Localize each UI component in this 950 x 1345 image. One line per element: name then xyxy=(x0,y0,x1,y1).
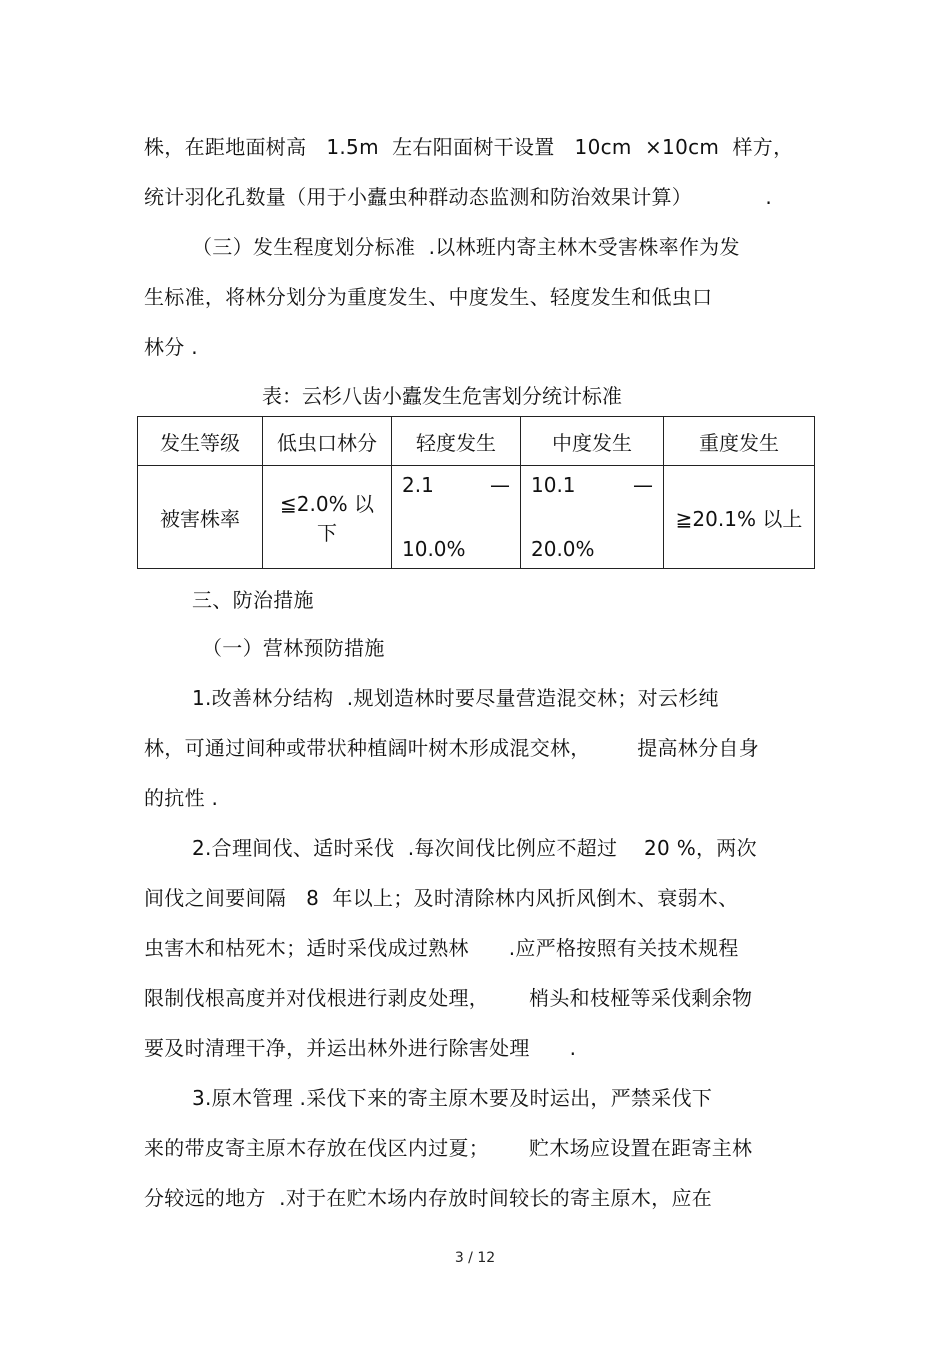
severity-table xyxy=(137,416,815,569)
paragraph-line: 的抗性 . xyxy=(144,786,219,810)
paragraph-line: 统计羽化孔数量（用于小蠹虫种群动态监测和防治效果计算） . xyxy=(144,185,772,209)
header-cell: 轻度发生 xyxy=(392,417,521,466)
header-cell: 中度发生 xyxy=(521,417,664,466)
paragraph-line: 1.改善林分结构 .规划造林时要尽量营造混交林；对云杉纯 xyxy=(192,686,719,710)
paragraph-line: （三）发生程度划分标准 .以林班内寄主林木受害株率作为发 xyxy=(192,235,740,259)
paragraph-line: 分较远的地方 .对于在贮木场内存放时间较长的寄主原木，应在 xyxy=(144,1186,713,1210)
paragraph-line: 3.原木管理 .采伐下来的寄主原木要及时运出，严禁采伐下 xyxy=(192,1086,713,1110)
medium-from: 10.1 xyxy=(531,473,576,497)
paragraph-line: 生标准，将林分划分为重度发生、中度发生、轻度发生和低虫口 xyxy=(144,285,713,309)
subsection-heading: （一）营林预防措施 xyxy=(202,636,385,660)
paragraph-line: 林，可通过间种或带状种植阔叶树木形成混交林， 提高林分自身 xyxy=(144,736,760,760)
row-label: 被害株率 xyxy=(138,466,263,569)
light-from: 2.1 xyxy=(402,473,434,497)
paragraph-line: 间伐之间要间隔 8 年以上；及时清除林内风折风倒木、衰弱木、 xyxy=(144,886,739,910)
cell-medium xyxy=(521,466,664,569)
paragraph-line: 要及时清理干净，并运出林外进行除害处理 . xyxy=(144,1036,577,1060)
page-number: 3 / 12 xyxy=(454,1250,496,1266)
paragraph-line: 来的带皮寄主原木存放在伐区内过夏； 贮木场应设置在距寄主林 xyxy=(144,1136,753,1160)
header-cell: 发生等级 xyxy=(138,417,263,466)
light-to: 10.0% xyxy=(402,537,466,561)
paragraph-line: 限制伐根高度并对伐根进行剥皮处理， 梢头和枝桠等采伐剩余物 xyxy=(144,986,753,1010)
cell-low: ≦2.0% 以下 xyxy=(263,466,392,569)
table-header-row xyxy=(138,417,815,466)
header-cell: 低虫口林分 xyxy=(263,417,392,466)
cell-light xyxy=(392,466,521,569)
paragraph-line: 株，在距地面树高 1.5m 左右阳面树干设置 10cm ×10cm 样方， xyxy=(144,135,794,159)
medium-dash: — xyxy=(633,473,653,497)
table-row xyxy=(138,466,815,569)
cell-heavy: ≧20.1% 以上 xyxy=(664,466,815,569)
light-dash: — xyxy=(490,473,510,497)
paragraph-line: 林分 . xyxy=(144,335,198,359)
paragraph-line: 2.合理间伐、适时采伐 .每次间伐比例应不超过 20 %，两次 xyxy=(192,836,757,860)
medium-to: 20.0% xyxy=(531,537,595,561)
paragraph-line: 虫害木和枯死木；适时采伐成过熟林 .应严格按照有关技术规程 xyxy=(144,936,739,960)
header-cell: 重度发生 xyxy=(664,417,815,466)
table-caption: 表：云杉八齿小蠹发生危害划分统计标准 xyxy=(262,384,622,408)
section-heading: 三、防治措施 xyxy=(192,588,314,612)
